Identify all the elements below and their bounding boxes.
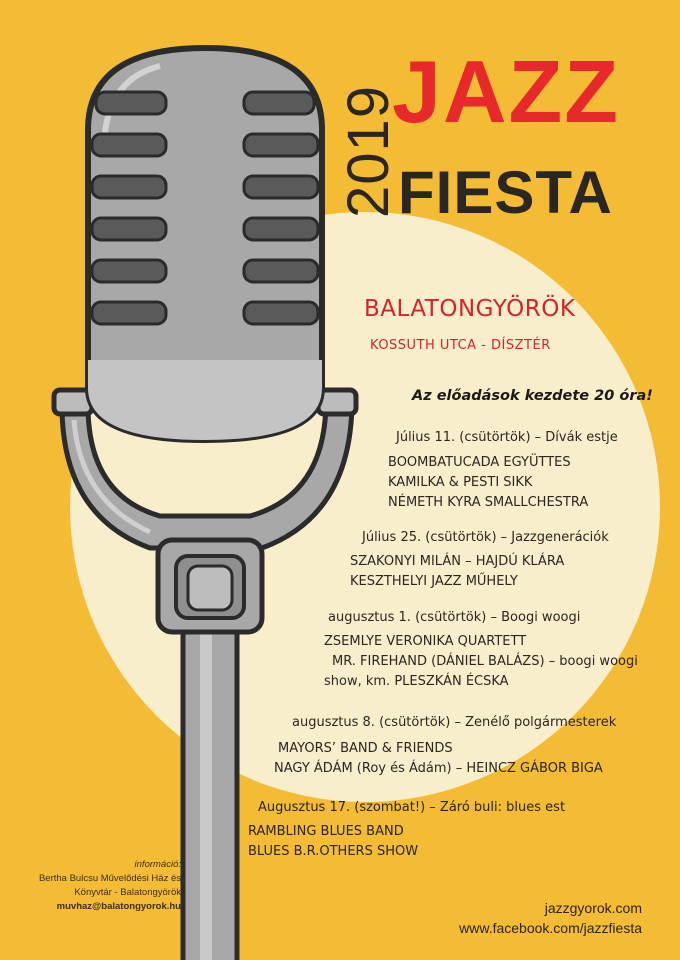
start-time-note: Az előadások kezdete 20 óra! — [412, 388, 653, 404]
links-block — [459, 898, 642, 938]
event-heading: augusztus 1. (csütörtök) – Boogi woogi — [328, 610, 581, 625]
act-line: BLUES B.R.OTHERS SHOW — [248, 844, 419, 859]
info-org-line2: Könyvtár - Balatongyörök — [74, 887, 181, 898]
info-block — [39, 858, 181, 914]
event-heading: augusztus 8. (csütörtök) – Zenélő polgármesterek — [292, 715, 617, 730]
title-fiesta: FIESTA — [398, 159, 613, 226]
event-heading: Augusztus 17. (szombat!) – Záró buli: blues est — [258, 800, 566, 815]
title-jazz: JAZZ — [392, 42, 620, 141]
act-line: KESZTHELYI JAZZ MŰHELY — [350, 574, 518, 589]
act-line: MAYORS’ BAND & FRIENDS — [278, 741, 453, 756]
festival-year: 2019 — [336, 84, 401, 218]
event-acts — [324, 632, 638, 692]
act-line: BOOMBATUCADA EGYÜTTES — [388, 455, 571, 470]
act-line: NAGY ÁDÁM (Roy és Ádám) – HEINCZ GÁBOR BIGA — [274, 761, 603, 776]
info-label: információ: — [134, 859, 181, 870]
act-line: ZSEMLYE VERONIKA QUARTETT — [324, 634, 527, 649]
event-acts — [274, 739, 603, 779]
info-email-link[interactable]: muvhaz@balatongyorok.hu — [56, 901, 181, 912]
location-street: KOSSUTH UTCA - DÍSZTÉR — [370, 338, 551, 353]
info-org-line1: Bertha Bulcsu Művelődési Ház és — [38, 873, 181, 884]
act-line: RAMBLING BLUES BAND — [248, 824, 404, 839]
act-line: SZAKONYI MILÁN – HAJDÚ KLÁRA — [350, 554, 565, 569]
event-acts — [248, 822, 418, 862]
act-line: MR. FIREHAND (DÁNIEL BALÁZS) – boogi woogi — [332, 654, 638, 669]
location-city: BALATONGYÖRÖK — [364, 296, 576, 322]
event-heading: Július 11. (csütörtök) – Dívák estje — [396, 430, 618, 445]
website-link[interactable]: jazzgyorok.com — [544, 900, 642, 916]
event-acts — [350, 552, 564, 592]
act-line: NÉMETH KYRA SMALLCHESTRA — [388, 495, 589, 510]
act-line: KAMILKA & PESTI SIKK — [388, 475, 533, 490]
act-line: show, km. PLESZKÁN ÉCSKA — [324, 674, 509, 689]
event-heading: Július 25. (csütörtök) – Jazzgenerációk — [362, 530, 609, 545]
event-acts — [388, 453, 588, 513]
facebook-link[interactable]: www.facebook.com/jazzfiesta — [459, 920, 642, 936]
